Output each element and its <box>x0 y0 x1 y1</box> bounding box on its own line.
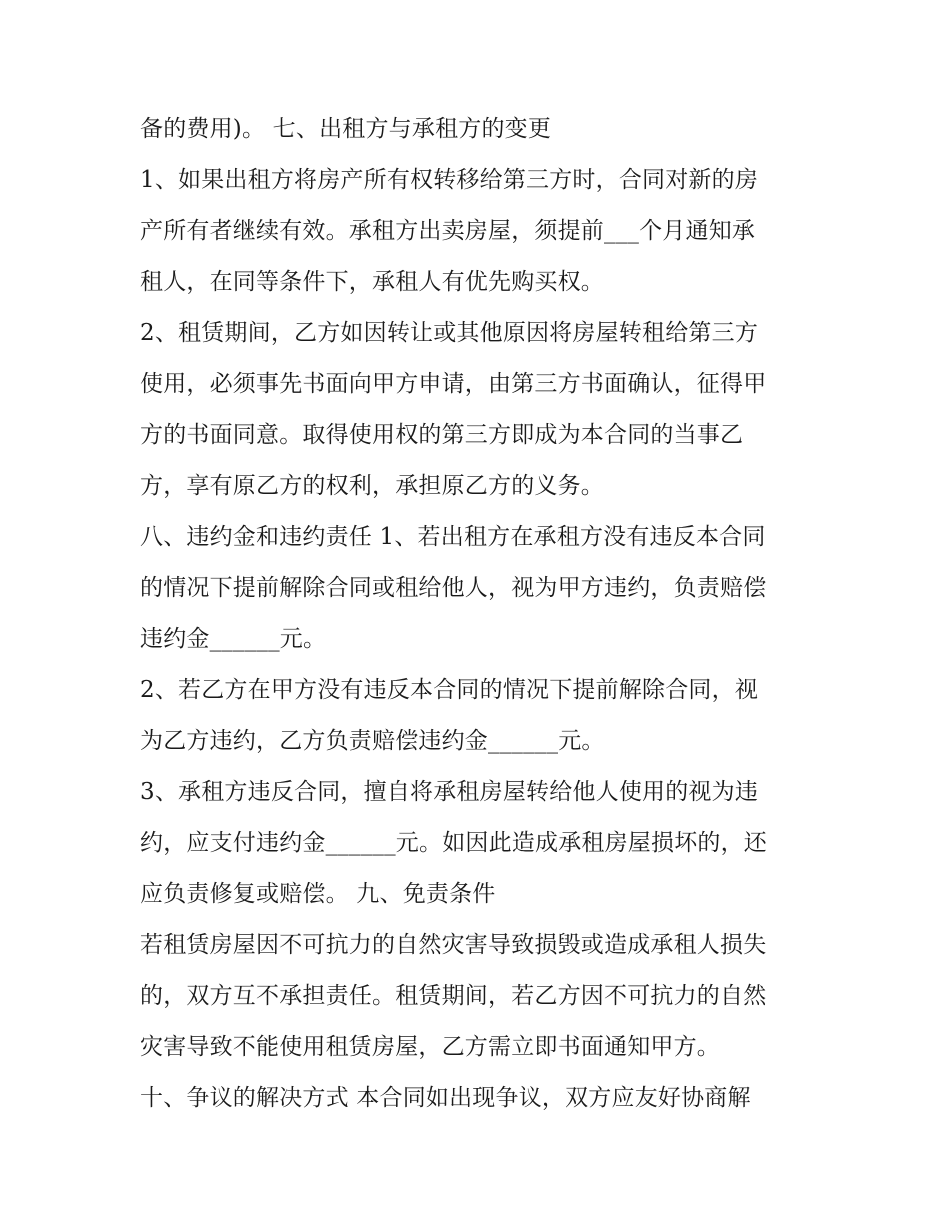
text-line: 八、违约金和违约责任 1、若出租方在承租方没有违反本合同 <box>140 524 766 550</box>
text-line: 灾害导致不能使用租赁房屋，乙方需立即书面通知甲方。 <box>140 1034 720 1060</box>
text-line: 的，双方互不承担责任。租赁期间，若乙方因不可抗力的自然 <box>140 983 767 1009</box>
text-line: 应负责修复或赔偿。 九、免责条件 <box>140 881 496 907</box>
text-line: 产所有者继续有效。承租方出卖房屋，须提前___个月通知承 <box>140 218 756 244</box>
text-line: 若租赁房屋因不可抗力的自然灾害导致损毁或造成承租人损失 <box>140 932 767 958</box>
text-line: 2、若乙方在甲方没有违反本合同的情况下提前解除合同，视 <box>140 677 759 703</box>
text-line: 十、争议的解决方式 本合同如出现争议，双方应友好协商解 <box>140 1085 751 1111</box>
text-line: 3、承租方违反合同，擅自将承租房屋转给他人使用的视为违 <box>140 779 759 805</box>
text-line: 2、租赁期间，乙方如因转让或其他原因将房屋转租给第三方 <box>140 320 759 346</box>
text-line: 约，应支付违约金______元。如因此造成承租房屋损坏的，还 <box>140 830 767 856</box>
text-line: 备的费用)。 七、出租方与承租方的变更 <box>140 116 552 142</box>
text-line: 违约金______元。 <box>140 626 327 652</box>
text-line: 使用，必须事先书面向甲方申请，由第三方书面确认，征得甲 <box>140 371 767 397</box>
text-line: 为乙方违约，乙方负责赔偿违约金______元。 <box>140 728 605 754</box>
text-line: 的情况下提前解除合同或租给他人，视为甲方违约，负责赔偿 <box>140 575 767 601</box>
contract-body <box>140 104 830 1124</box>
text-line: 租人，在同等条件下，承租人有优先购买权。 <box>140 269 604 295</box>
text-line: 1、如果出租方将房产所有权转移给第三方时，合同对新的房 <box>140 167 759 193</box>
text-line: 方，享有原乙方的权利，承担原乙方的义务。 <box>140 473 604 499</box>
text-line: 方的书面同意。取得使用权的第三方即成为本合同的当事乙 <box>140 422 744 448</box>
